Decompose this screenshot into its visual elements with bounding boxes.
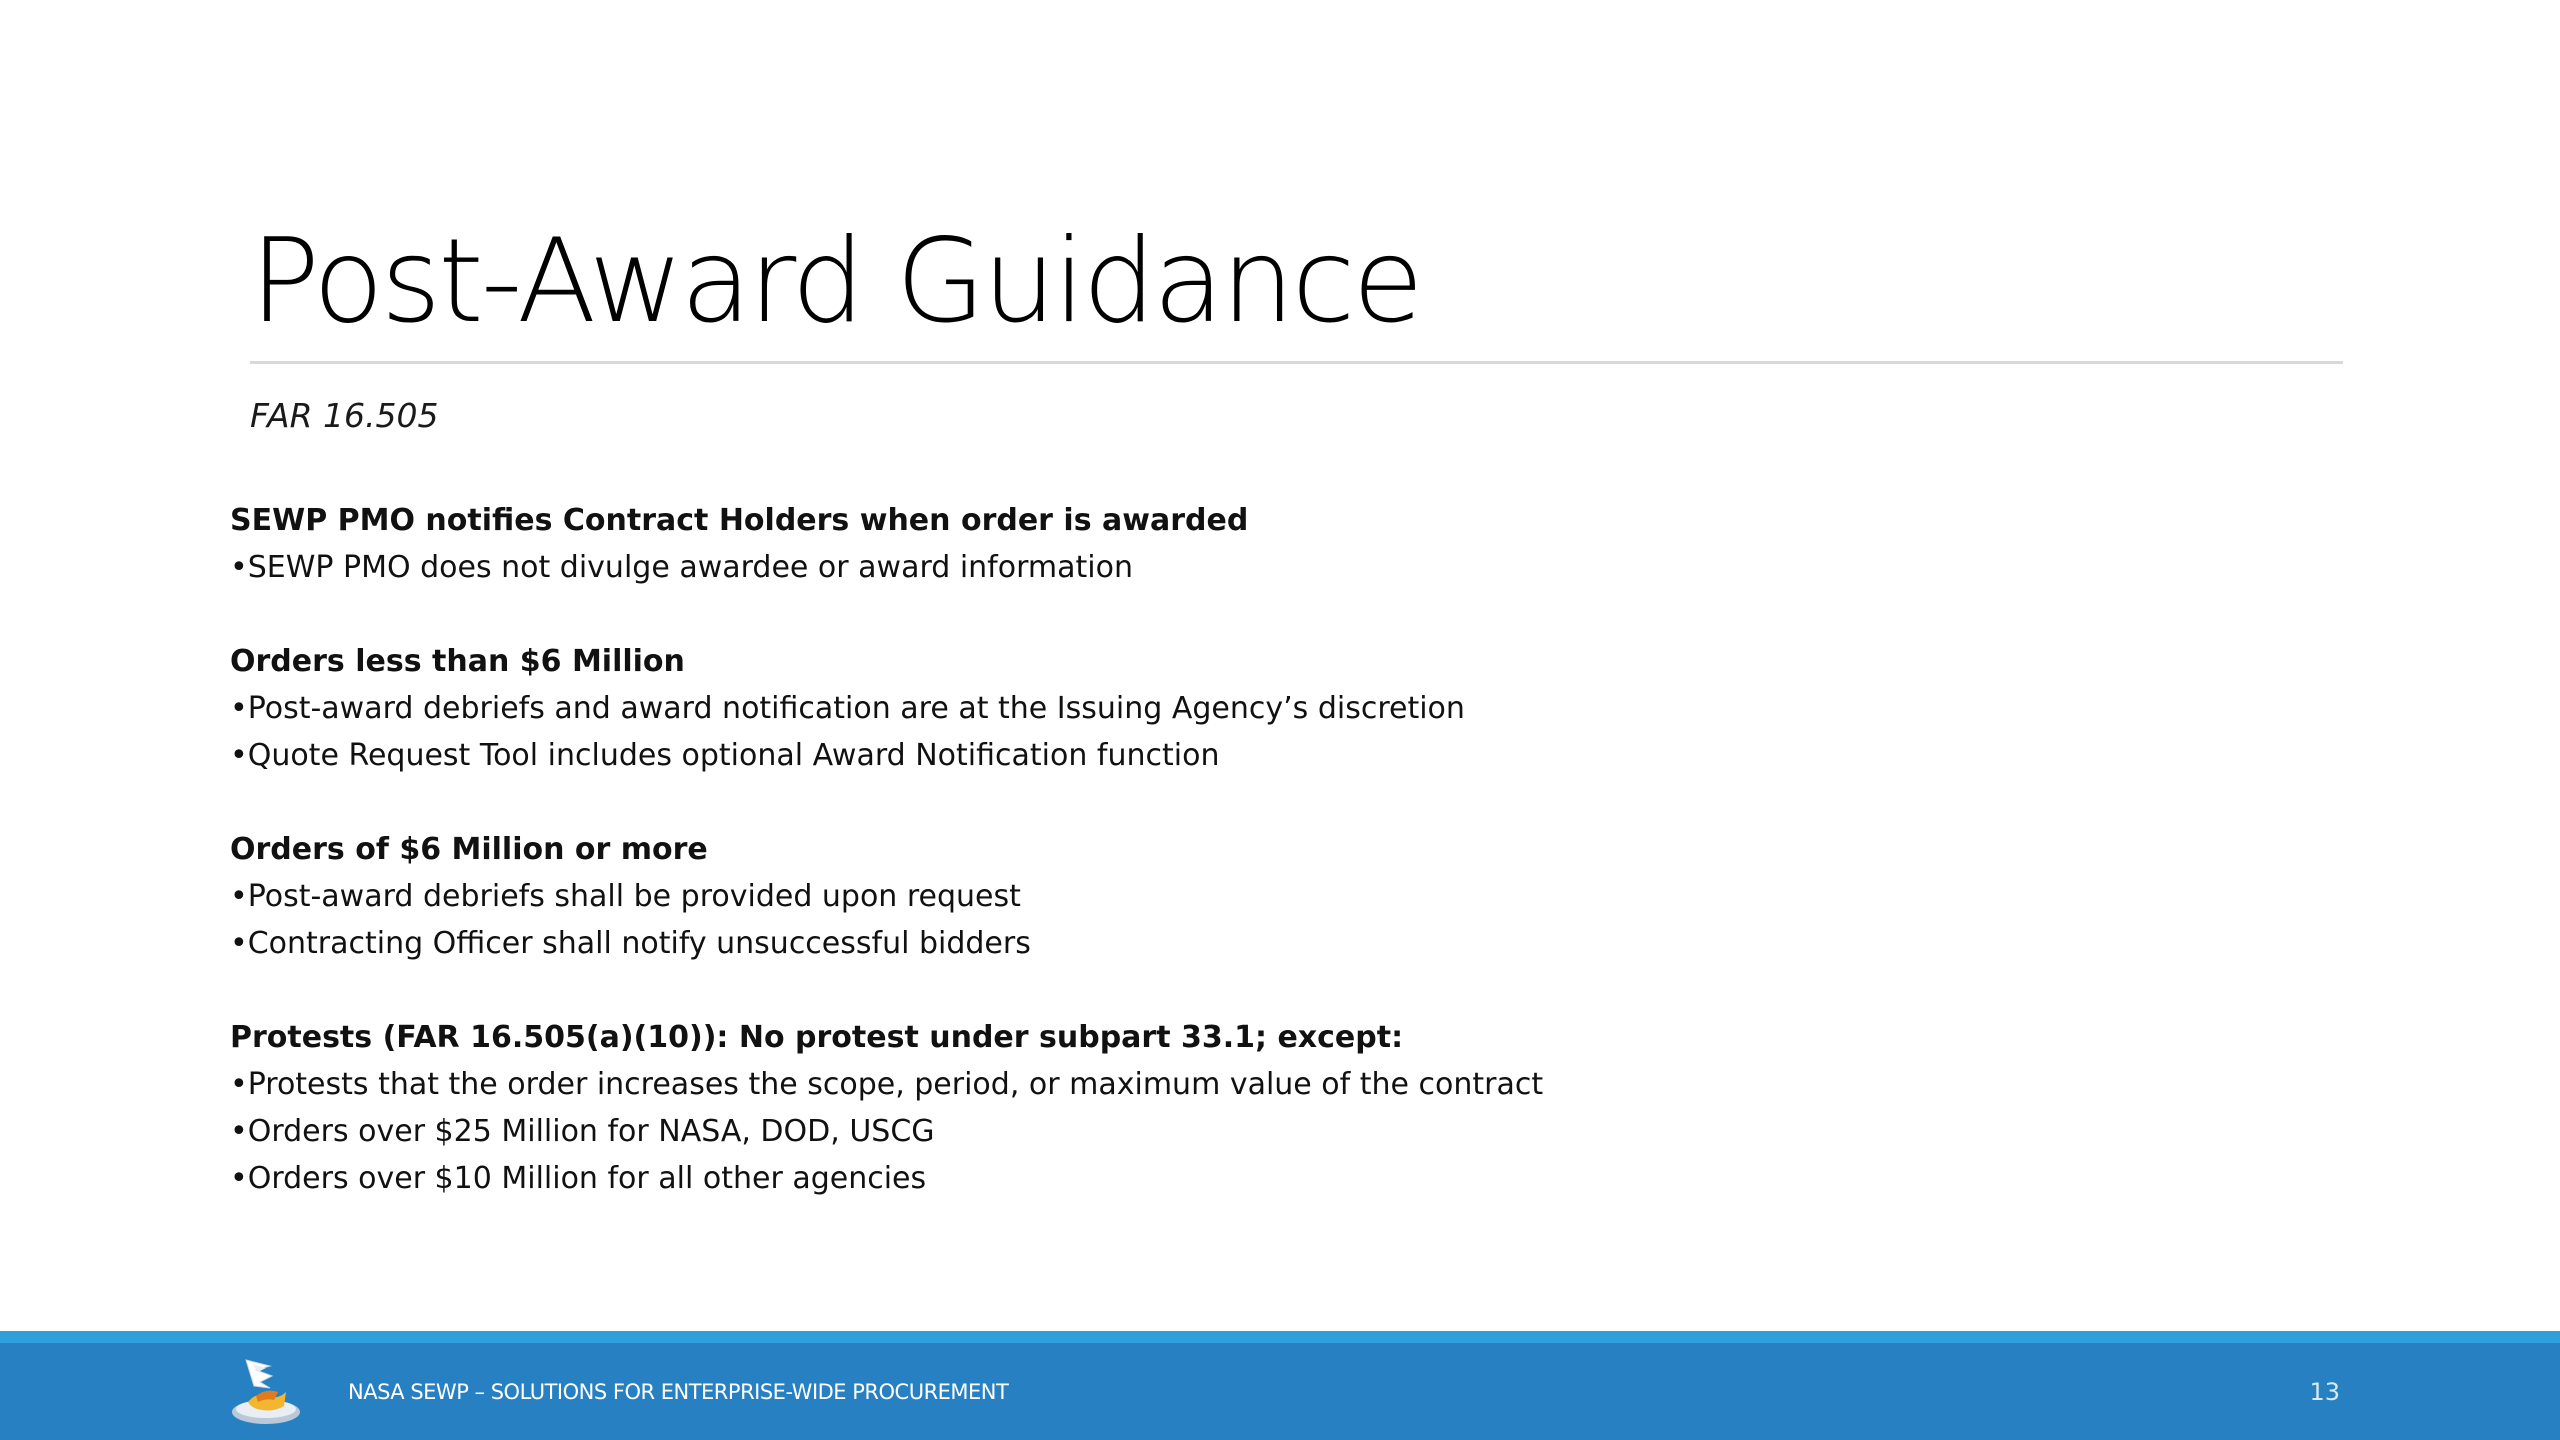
bullet-item: • Orders over $10 Million for all other agencies [230, 1155, 2330, 1202]
page-number: 13 [2309, 1378, 2340, 1406]
footer-title: NASA SEWP – SOLUTIONS FOR ENTERPRISE-WIDE PROCUREMENT [348, 1380, 1009, 1404]
title-divider [250, 361, 2343, 364]
section-protests [230, 1014, 2330, 1202]
section-heading: Orders of $6 Million or more [230, 832, 708, 867]
footer-stripe [0, 1331, 2560, 1343]
bullet-item: • Quote Request Tool includes optional Award Notification function [230, 732, 2330, 779]
bullet-list [230, 544, 2330, 591]
bullet-list [230, 685, 2330, 779]
bullet-list [230, 873, 2330, 967]
section-orders-6m-or-more [230, 826, 2330, 967]
section-contract-holder-notification [230, 497, 2330, 591]
bullet-item: • SEWP PMO does not divulge awardee or award information [230, 544, 2330, 591]
bullet-item: • Post-award debriefs shall be provided upon request [230, 873, 2330, 920]
section-heading: Orders less than $6 Million [230, 644, 685, 679]
slide-subtitle: FAR 16.505 [250, 396, 439, 435]
bullet-item: • Contracting Officer shall notify unsuccessful bidders [230, 920, 2330, 967]
bullet-item: • Post-award debriefs and award notification are at the Issuing Agency’s discretion [230, 685, 2330, 732]
bullet-item: • Protests that the order increases the scope, period, or maximum value of the contract [230, 1061, 2330, 1108]
slide-title: Post-Award Guidance [250, 214, 1421, 349]
slide-body [230, 497, 2330, 1249]
bullet-list [230, 1061, 2330, 1202]
nasa-sewp-logo-icon [226, 1352, 306, 1428]
section-heading: SEWP PMO notifies Contract Holders when order is awarded [230, 503, 1249, 538]
section-orders-under-6m [230, 638, 2330, 779]
bullet-item: • Orders over $25 Million for NASA, DOD, USCG [230, 1108, 2330, 1155]
section-heading: Protests (FAR 16.505(a)(10)): No protest under subpart 33.1; except: [230, 1020, 1404, 1055]
